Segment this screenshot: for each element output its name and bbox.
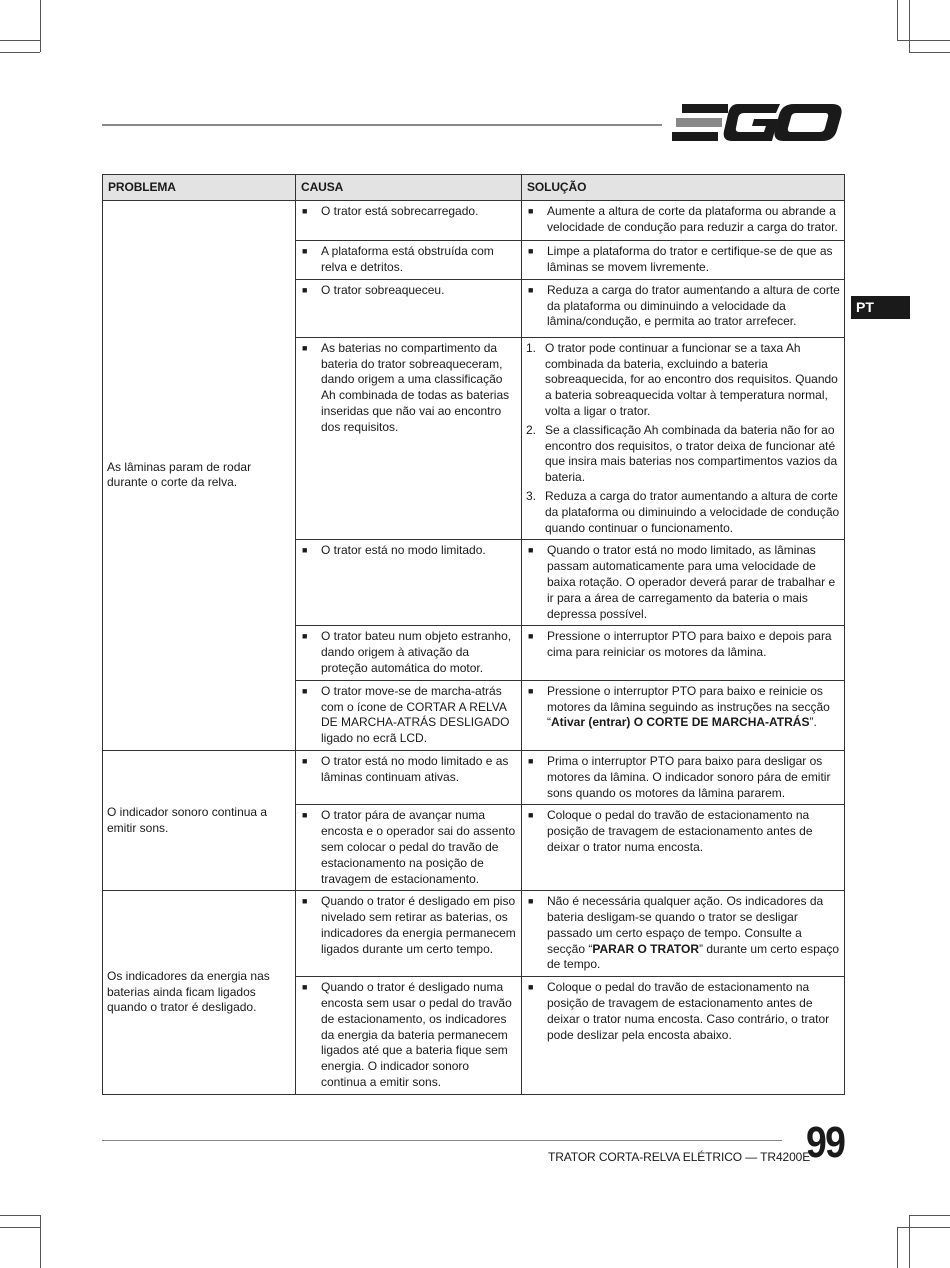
language-tab: PT	[851, 296, 910, 319]
bullet-icon: ■	[528, 205, 534, 216]
numbered-step: 1. O trator pode continuar a funcionar se a taxa Ah combinada da bateria, excluindo a bateria sobreaquecida, for ao encontro dos requisitos. Quando a bateria sobreaquecida voltar à temperatura normal, volta a ligar o trator.	[526, 340, 838, 418]
crop-mark	[0, 40, 40, 41]
cause-cell	[296, 977, 522, 1095]
solution-text: Pressione o interruptor PTO para baixo e depois para cima para reiniciar os motores da lâmina.	[547, 629, 832, 660]
bullet-icon: ■	[528, 755, 534, 766]
crop-mark	[897, 0, 898, 40]
page-number: 99	[806, 1118, 845, 1167]
column-header-problem: PROBLEMA	[103, 175, 296, 201]
table-row	[103, 750, 845, 804]
table-header-row	[103, 175, 845, 201]
cause-text: As baterias no compartimento da bateria do trator sobreaqueceram, dando origem a uma classificação Ah combinada de todas as baterias inseridas que não vai ao encontro dos requisitos.	[321, 340, 510, 434]
bullet-icon: ■	[528, 545, 534, 556]
solution-cell	[522, 626, 845, 680]
problem-cell: O indicador sonoro continua a emitir sons.	[103, 750, 296, 890]
bullet-icon: ■	[528, 685, 534, 696]
cause-text: O trator está no modo limitado.	[321, 543, 486, 558]
bullet-icon: ■	[302, 245, 308, 256]
bullet-icon: ■	[302, 342, 308, 353]
bullet-icon: ■	[302, 810, 308, 821]
troubleshooting-table	[102, 174, 845, 1095]
crop-mark	[909, 0, 910, 52]
crop-mark	[909, 52, 950, 53]
solution-text: Coloque o pedal do travão de estacionamento na posição de travagem de estacionamento antes de deixar o trator numa encosta. Caso contrário, o trator pode deslizar pela encosta abaixo.	[547, 980, 830, 1042]
bullet-icon: ■	[302, 545, 308, 556]
bullet-icon: ■	[302, 631, 308, 642]
column-header-solution: SOLUÇÃO	[522, 175, 845, 201]
cause-text: O trator está no modo limitado e as lâminas continuam ativas.	[321, 753, 509, 784]
solution-text: Aumente a altura de corte da plataforma ou abrande a velocidade de condução para reduzir a carga do trator.	[547, 203, 838, 234]
cause-cell	[296, 337, 522, 540]
solution-cell	[522, 200, 845, 240]
bullet-icon: ■	[302, 755, 308, 766]
header-rule	[102, 124, 662, 126]
cause-text: Quando o trator é desligado numa encosta sem usar o pedal do travão de estacionamento, os indicadores da energia da bateria permanecem ligados até que a bateria fique sem energia. O indicador sonoro continua a emitir sons.	[321, 980, 512, 1090]
numbered-step: 2. Se a classificação Ah combinada da bateria não for ao encontro dos requisitos, o trator deixa de funcionar até que insira mais baterias nos compartimentos vazios da bateria.	[526, 422, 838, 485]
bullet-icon: ■	[302, 982, 308, 993]
cause-cell	[296, 200, 522, 240]
crop-mark	[40, 0, 41, 52]
crop-mark	[897, 1227, 950, 1228]
solution-cell	[522, 540, 845, 626]
solution-text: Não é necessária qualquer ação. Os indicadores da bateria desligam-se quando o trator se desligar passado um certo espaço de tempo. Consulte a secção “PARAR O TRATOR” durante um certo espaço de tempo.	[547, 894, 840, 972]
cause-cell	[296, 891, 522, 977]
cause-cell	[296, 279, 522, 337]
solution-cell	[522, 891, 845, 977]
crop-mark	[0, 52, 40, 53]
solution-cell	[522, 750, 845, 804]
cause-cell	[296, 540, 522, 626]
bullet-icon: ■	[528, 284, 534, 295]
solution-cell	[522, 240, 845, 279]
bullet-icon: ■	[528, 896, 534, 907]
cause-cell	[296, 626, 522, 680]
problem-cell: As lâminas param de rodar durante o corte da relva.	[103, 200, 296, 750]
solution-text: Pressione o interruptor PTO para baixo e reinicie os motores da lâmina seguindo as instruções na secção “Ativar (entrar) O CORTE DE MARCHA-ATRÁS”.	[547, 683, 830, 730]
cause-text: Quando o trator é desligado em piso nivelado sem retirar as baterias, os indicadores da energia permanecem ligados durante um certo tempo.	[321, 894, 516, 956]
bullet-icon: ■	[302, 896, 308, 907]
solution-text: Quando o trator está no modo limitado, as lâminas passam automaticamente para uma velocidade de baixa rotação. O operador deverá parar de trabalhar e ir para a área de carregamento da bateria o mais depressa possível.	[547, 543, 836, 621]
cause-text: O trator bateu num objeto estranho, dando origem à ativação da proteção automática do motor.	[321, 629, 512, 675]
solution-text: Limpe a plataforma do trator e certifique-se de que as lâminas se movem livremente.	[547, 243, 833, 274]
crop-mark	[897, 40, 950, 41]
column-header-cause: CAUSA	[296, 175, 522, 201]
bullet-icon: ■	[302, 205, 308, 216]
bullet-icon: ■	[528, 245, 534, 256]
cause-text: O trator pára de avançar numa encosta e o operador sai do assento sem colocar o pedal do travão de estacionamento na posição de travagem de estacionamento.	[321, 808, 516, 886]
footer-title: TRATOR CORTA-RELVA ELÉTRICO — TR4200E	[548, 1150, 811, 1164]
crop-mark	[909, 1215, 950, 1216]
cause-text: A plataforma está obstruída com relva e detritos.	[321, 243, 494, 274]
cause-text: O trator está sobrecarregado.	[321, 203, 479, 218]
cause-text: O trator move-se de marcha-atrás com o ícone de CORTAR A RELVA DE MARCHA-ATRÁS DESLIGADO ligado no ecrã LCD.	[321, 683, 510, 746]
table-row	[103, 891, 845, 977]
cause-cell	[296, 805, 522, 891]
solution-cell	[522, 680, 845, 750]
cause-cell	[296, 750, 522, 804]
crop-mark	[0, 1215, 40, 1216]
solution-text: Reduza a carga do trator aumentando a altura de corte da plataforma ou diminuindo a velocidade da lâmina/condução, e permita ao trator arrefecer.	[547, 282, 840, 329]
problem-cell: Os indicadores da energia nas baterias ainda ficam ligados quando o trator é desligado.	[103, 891, 296, 1095]
crop-mark	[909, 1215, 910, 1268]
solution-cell	[522, 279, 845, 337]
cause-text: O trator sobreaqueceu.	[321, 282, 445, 297]
section-reference: Ativar (entrar) O CORTE DE MARCHA-ATRÁS	[551, 715, 810, 730]
solution-text: Prima o interruptor PTO para baixo para desligar os motores da lâmina. O indicador sonoro pára de emitir sons quando os motores da lâmina pararem.	[547, 753, 831, 800]
cause-cell	[296, 240, 522, 279]
bullet-icon: ■	[302, 284, 308, 295]
section-reference: PARAR O TRATOR	[592, 941, 700, 956]
table-row	[103, 200, 845, 240]
solution-text: Coloque o pedal do travão de estacionamento na posição de travagem de estacionamento antes de deixar o trator numa encosta.	[547, 808, 813, 854]
ego-logo	[672, 102, 844, 144]
crop-mark	[0, 1227, 40, 1228]
solution-cell	[522, 337, 845, 540]
crop-mark	[40, 1215, 41, 1268]
solution-cell	[522, 805, 845, 891]
crop-mark	[897, 1227, 898, 1268]
numbered-step: 3. Reduza a carga do trator aumentando a altura de corte da plataforma ou diminuindo a velocidade de condução quando continuar o funcionamento.	[526, 488, 840, 535]
solution-cell	[522, 977, 845, 1095]
bullet-icon: ■	[528, 810, 534, 821]
footer-rule	[102, 1140, 782, 1141]
bullet-icon: ■	[528, 631, 534, 642]
cause-cell	[296, 680, 522, 750]
bullet-icon: ■	[528, 982, 534, 993]
bullet-icon: ■	[302, 685, 308, 696]
